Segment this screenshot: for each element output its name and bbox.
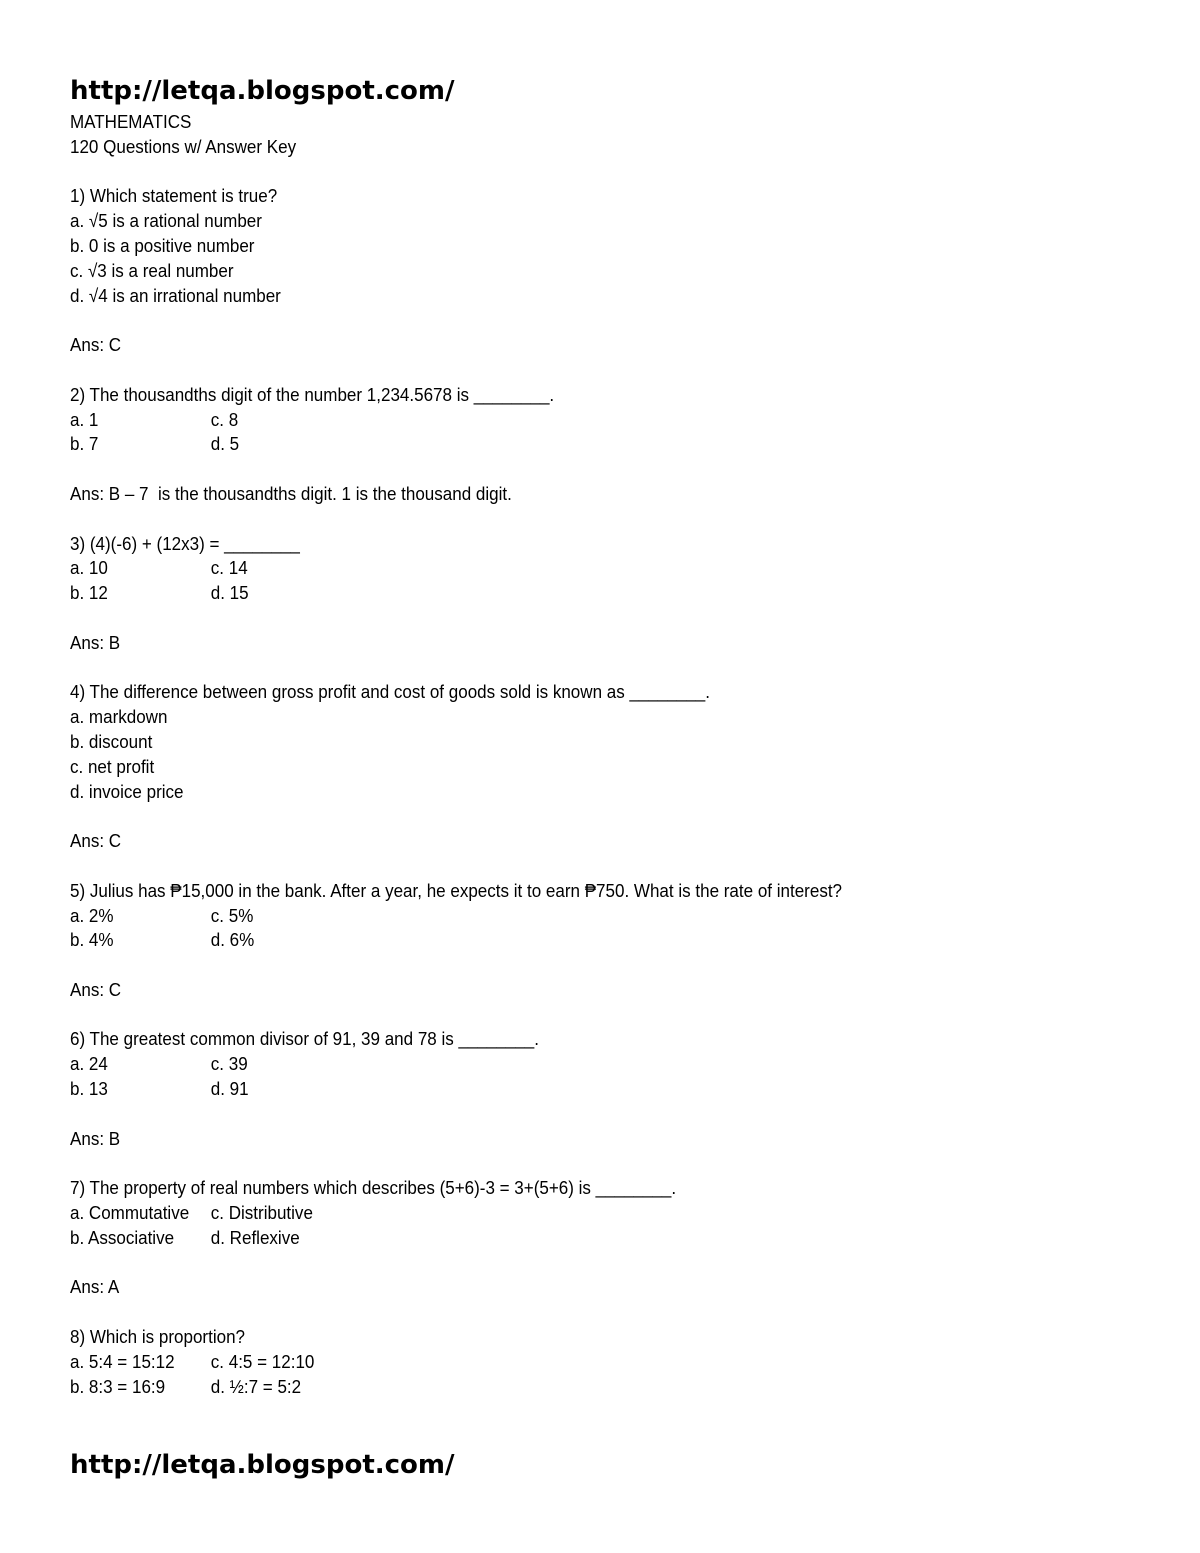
choice: b. 7 [70,433,99,455]
question-1 [70,184,1064,382]
header-url: http://letqa.blogspot.com/ [70,76,455,106]
answer: Ans: B [70,1127,121,1149]
question-stem: 4) The difference between gross profit and cost of goods sold is known as ________. [70,681,710,703]
choice: d. 6% [210,929,255,951]
choice: b. discount [70,730,153,752]
choice: c. Distributive [210,1202,313,1224]
footer-url: http://letqa.blogspot.com/ [70,1450,455,1480]
choice: c. net profit [70,755,155,777]
choice: c. 8 [210,408,239,430]
choice: b. 0 is a positive number [70,234,255,256]
choice: d. √4 is an irrational number [70,284,281,306]
choice: c. 39 [210,1053,248,1075]
choice: d. 91 [210,1078,249,1100]
subject-title: MATHEMATICS [70,111,192,132]
question-7 [70,1176,1064,1325]
choice: a. markdown [70,706,168,728]
question-stem: 1) Which statement is true? [70,185,278,207]
question-2 [70,383,1064,532]
choice: b. 13 [70,1078,108,1100]
subtitle: 120 Questions w/ Answer Key [70,135,297,157]
question-5 [70,879,1064,1028]
choice: a. 1 [70,408,99,430]
choice: b. 12 [70,582,108,604]
choice: c. 14 [210,557,248,579]
choice: d. Reflexive [210,1226,300,1248]
choice: a. 10 [70,557,108,579]
question-stem: 3) (4)(-6) + (12x3) = ________ [70,532,300,554]
answer: Ans: A [70,1276,120,1298]
choice: b. 4% [70,929,114,951]
question-3 [70,532,1064,681]
choice: c. √3 is a real number [70,259,234,281]
question-4 [70,680,1064,878]
answer: Ans: B – 7 is the thousandths digit. 1 is the thousand digit. [70,482,512,504]
choice: d. ½:7 = 5:2 [210,1375,302,1397]
answer: Ans: C [70,334,122,356]
question-6 [70,1027,1064,1176]
choice: a. Commutative [70,1202,190,1224]
choice: a. 5:4 = 15:12 [70,1350,175,1372]
choice: b. Associative [70,1226,175,1248]
choice: c. 4:5 = 12:10 [210,1350,315,1372]
choice: b. 8:3 = 16:9 [70,1375,166,1397]
choice: a. √5 is a rational number [70,210,262,232]
document-body [70,110,1064,1399]
question-stem: 7) The property of real numbers which describes (5+6)-3 = 3+(5+6) is ________. [70,1177,677,1199]
answer: Ans: C [70,978,122,1000]
choice: d. 15 [210,582,249,604]
question-stem: 2) The thousandths digit of the number 1,234.5678 is ________. [70,383,555,405]
question-stem: 6) The greatest common divisor of 91, 39 and 78 is ________. [70,1028,539,1050]
question-stem: 5) Julius has ₱15,000 in the bank. After a year, he expects it to earn ₱750. What is the rate of interest? [70,879,843,901]
choice: d. invoice price [70,780,184,802]
answer: Ans: B [70,631,121,653]
question-8 [70,1325,1064,1399]
choice: c. 5% [210,904,254,926]
choice: a. 2% [70,904,114,926]
question-stem: 8) Which is proportion? [70,1326,246,1348]
choice: a. 24 [70,1053,108,1075]
choice: d. 5 [210,433,240,455]
answer: Ans: C [70,830,122,852]
